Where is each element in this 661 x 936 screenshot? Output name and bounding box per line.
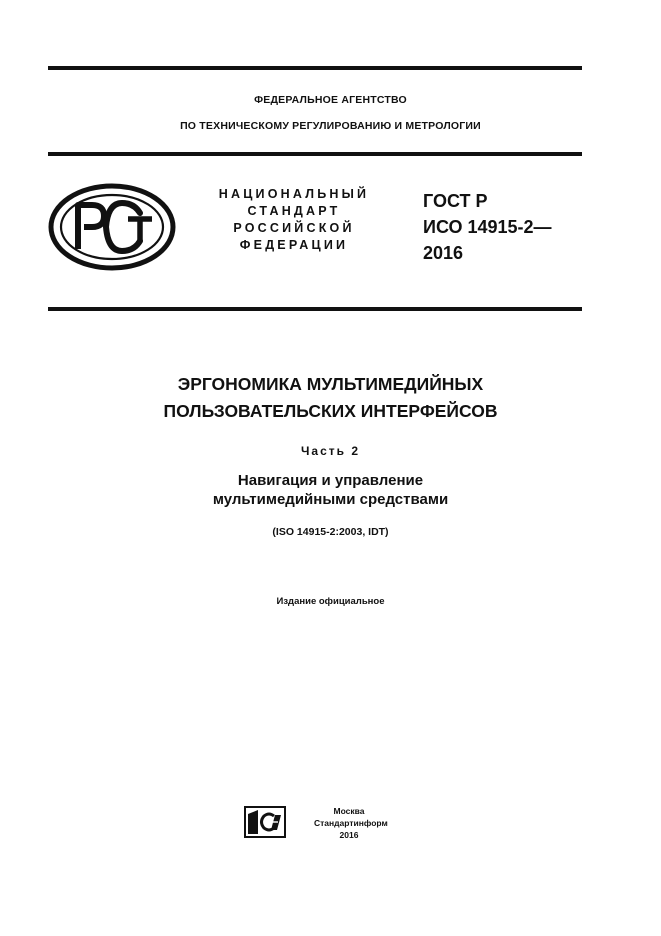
publisher-year: 2016 (339, 830, 359, 840)
agency-name: ФЕДЕРАЛЬНОЕ АГЕНТСТВО (254, 94, 407, 106)
part-number: Часть 2 (300, 444, 361, 458)
designation-year: 2016 (423, 243, 464, 263)
standard-designation (423, 188, 552, 266)
document-title (0, 371, 661, 425)
publisher-block (314, 805, 388, 841)
agency-name-subtitle: ПО ТЕХНИЧЕСКОМУ РЕГУЛИРОВАНИЮ И МЕТРОЛОГИИ (180, 120, 481, 132)
standard-type-block (205, 186, 383, 254)
standard-type-line: СТАНДАРТ (247, 204, 341, 218)
subtitle-line: Навигация и управление (237, 472, 424, 489)
title-line: ЭРГОНОМИКА МУЛЬТИМЕДИЙНЫХ (177, 374, 484, 394)
document-subtitle (0, 471, 661, 509)
header-divider (48, 152, 582, 156)
standard-type-line: ФЕДЕРАЦИИ (239, 238, 349, 252)
subtitle-line: мультимедийными средствами (212, 491, 449, 508)
publisher-city: Москва (333, 806, 365, 816)
iso-reference: (ISO 14915-2:2003, IDT) (272, 526, 389, 538)
standard-type-line: НАЦИОНАЛЬНЫЙ (218, 187, 370, 201)
top-divider (48, 66, 582, 70)
edition-label: Издание официальное (276, 596, 385, 607)
designation-line: ИСО 14915-2— (423, 217, 552, 237)
publisher-name: Стандартинформ (314, 818, 388, 828)
header-bottom-divider (48, 307, 582, 311)
standartinform-logo-icon (244, 806, 286, 838)
rst-certification-logo-icon (48, 183, 176, 271)
title-line: ПОЛЬЗОВАТЕЛЬСКИХ ИНТЕРФЕЙСОВ (163, 401, 498, 421)
designation-line: ГОСТ Р (423, 191, 488, 211)
standard-type-line: РОССИЙСКОЙ (233, 221, 355, 235)
